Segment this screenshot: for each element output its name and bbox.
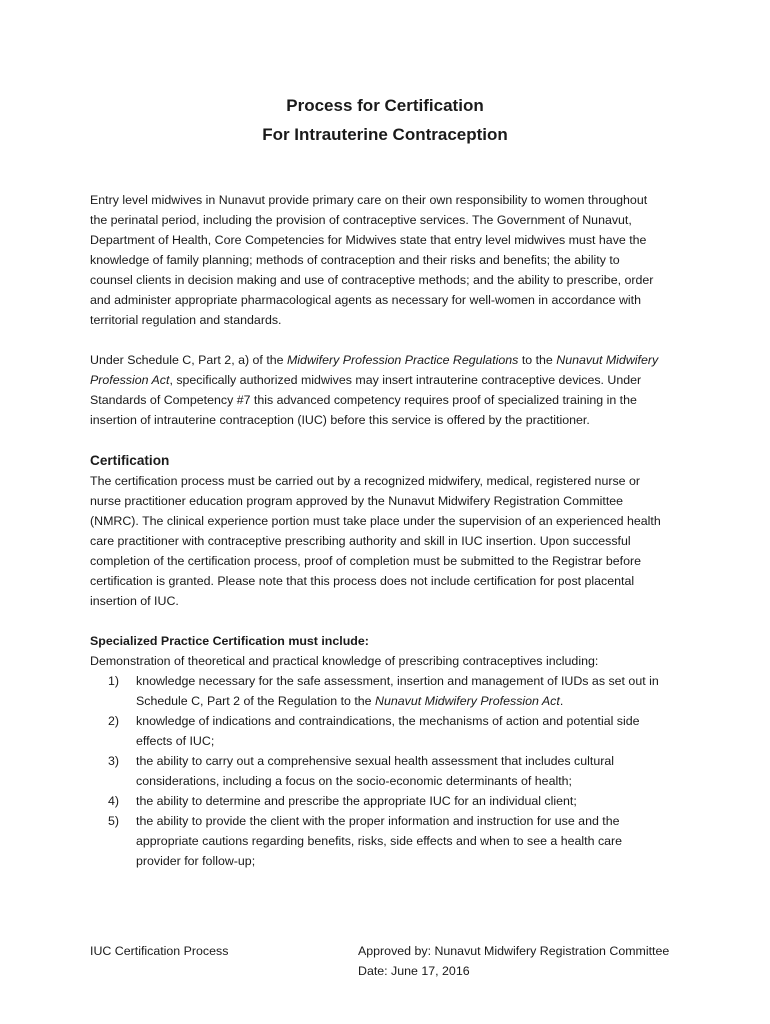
list-item <box>90 751 690 791</box>
regulation-title: Midwifery Profession Practice Regulations <box>286 353 519 367</box>
schedule-line: Standards of Competency #7 this advanced competency requires proof of specialized training in the <box>90 393 637 407</box>
list-line: considerations, including a focus on the socio-economic determinants of health; <box>136 774 572 788</box>
requirements-list <box>90 671 690 871</box>
footer-date: Date: June 17, 2016 <box>358 964 470 978</box>
intro-line: territorial regulation and standards. <box>90 313 282 327</box>
schedule-paragraph <box>90 350 690 430</box>
specialized-heading: Specialized Practice Certification must include: <box>90 634 369 648</box>
intro-line: and administer appropriate pharmacological agents as necessary for well-women in accordance with <box>90 293 641 307</box>
schedule-line <box>90 370 690 390</box>
specialized-intro: Demonstration of theoretical and practical knowledge of prescribing contraceptives including: <box>90 654 599 668</box>
list-item <box>90 791 690 811</box>
certification-section <box>90 451 690 611</box>
certification-line: certification is granted. Please note that this process does not include certification for post placental <box>90 574 635 588</box>
certification-line: completion of the certification process, proof of completion must be submitted to the Registrar before <box>90 554 641 568</box>
document-title: Process for Certification <box>286 96 484 115</box>
certification-line: insertion of IUC. <box>90 594 179 608</box>
certification-line: The certification process must be carried out by a recognized midwifery, medical, registered nurse or <box>90 474 641 488</box>
list-line: the ability to determine and prescribe the appropriate IUC for an individual client; <box>136 794 577 808</box>
list-number: 1) <box>108 674 120 688</box>
certification-line: care practitioner with contraceptive prescribing authority and skill in IUC insertion. Upon successful <box>90 534 631 548</box>
document-subtitle: For Intrauterine Contraception <box>262 125 508 144</box>
intro-paragraph <box>90 190 690 330</box>
list-line <box>90 691 690 711</box>
list-item <box>90 811 690 871</box>
text-run: Under Schedule C, Part 2, a) of the <box>90 353 287 367</box>
text-run: to the <box>518 353 557 367</box>
certification-line: nurse practitioner education program approved by the Nunavut Midwifery Registration Committee <box>90 494 624 508</box>
certification-heading: Certification <box>90 453 170 468</box>
footer-document-name <box>90 941 228 961</box>
intro-line: Entry level midwives in Nunavut provide primary care on their own responsibility to women throughout <box>90 193 648 207</box>
list-number: 4) <box>108 794 120 808</box>
act-title: Nunavut Midwifery Profession Act <box>375 694 560 708</box>
intro-line: the perinatal period, including the provision of contraceptive services. The Government of Nunavut, <box>90 213 632 227</box>
specialized-section <box>90 631 690 671</box>
list-line: provider for follow-up; <box>136 854 256 868</box>
schedule-line <box>90 350 690 370</box>
schedule-line: insertion of intrauterine contraception (IUC) before this service is offered by the practitioner. <box>90 413 590 427</box>
list-line: knowledge necessary for the safe assessment, insertion and management of IUDs as set out in <box>136 674 659 688</box>
list-line: the ability to carry out a comprehensive sexual health assessment that includes cultural <box>136 754 614 768</box>
list-item <box>90 711 690 751</box>
list-line: knowledge of indications and contraindications, the mechanisms of action and potential side <box>136 714 640 728</box>
footer-approved-by: Approved by: Nunavut Midwifery Registration Committee <box>358 944 670 958</box>
text-run: . <box>559 694 564 708</box>
text-run: , specifically authorized midwives may insert intrauterine contraceptive devices. Under <box>169 373 642 387</box>
list-line: effects of IUC; <box>136 734 215 748</box>
act-title: Nunavut Midwifery <box>556 353 659 367</box>
footer-left-text: IUC Certification Process <box>90 944 229 958</box>
intro-line: counsel clients in decision making and use of contraceptive methods; and the ability to prescribe, order <box>90 273 654 287</box>
list-number: 3) <box>108 754 120 768</box>
footer-approval <box>358 941 669 981</box>
list-number: 2) <box>108 714 120 728</box>
list-line: the ability to provide the client with the proper information and instruction for use and the <box>136 814 620 828</box>
text-run: Schedule C, Part 2 of the Regulation to the <box>136 694 376 708</box>
list-line: appropriate cautions regarding benefits, risks, side effects and when to see a health care <box>136 834 623 848</box>
list-item <box>90 671 690 711</box>
act-title: Profession Act <box>90 373 170 387</box>
intro-line: Department of Health, Core Competencies for Midwives state that entry level midwives must have the <box>90 233 647 247</box>
intro-line: knowledge of family planning; methods of contraception and their risks and benefits; the ability to <box>90 253 620 267</box>
certification-line: (NMRC). The clinical experience portion must take place under the supervision of an experienced health <box>90 514 661 528</box>
list-number: 5) <box>108 814 120 828</box>
